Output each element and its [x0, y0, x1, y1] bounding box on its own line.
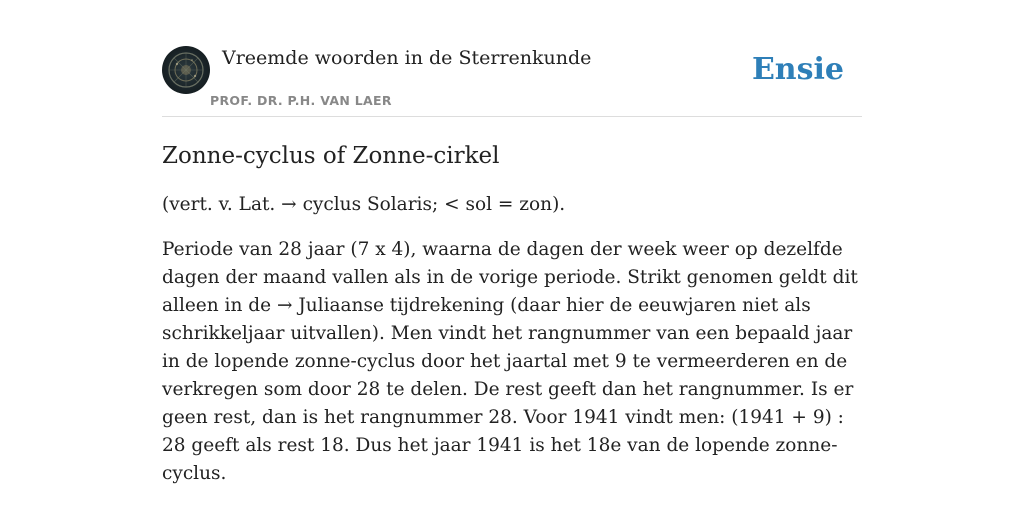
book-title[interactable]: Vreemde woorden in de Sterrenkunde [222, 47, 592, 69]
entry-etymology: (vert. v. Lat. → cyclus Solaris; < sol = zon). [162, 194, 566, 215]
brand-logo[interactable]: Ensie [751, 52, 844, 87]
author-name[interactable]: PROF. DR. P.H. VAN LAER [210, 93, 392, 108]
entry-body: Periode van 28 jaar (7 x 4), waarna de dagen der week weer op dezelfde dagen der maand vallen als in de vorige periode. Strikt genomen geldt dit alleen in de → Juliaanse tijdrekening (daar hier de eeuwjaren niet als schrikkeljaar uitvallen). Men vindt het rangnummer van een bepaald jaar in de lopende zonne-cyclus door het jaartal met 9 te vermeerderen en de verkregen som door 28 te delen. De rest geeft dan het rangnummer. Is er geen rest, dan is het rangnummer 28. Voor 1941 vindt men: (1941 + 9) : 28 geeft als rest 18. Dus het jaar 1941 is het 18e van de lopende zonne-cyclus. [162, 239, 858, 484]
entry-header [162, 46, 862, 117]
entry-card [162, 46, 862, 488]
book-cover-icon[interactable] [162, 46, 210, 94]
entry-title: Zonne-cyclus of Zonne-cirkel [162, 143, 500, 169]
